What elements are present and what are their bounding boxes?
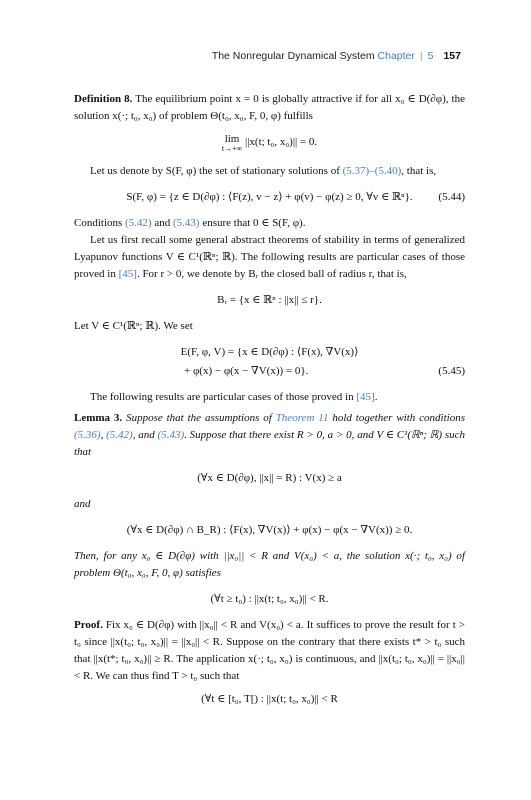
ref-5-42-b[interactable]: (5.42) [106, 429, 133, 441]
limit-expression: ||x(t; t₀, x₀)|| = 0. [245, 136, 318, 148]
limit-word: lim [224, 133, 240, 145]
equation-5-45-line1 [74, 344, 465, 361]
text-span: Let us first recall some general abstract theorems of stability in terms of generalized Lyapunov functions V ∈ C¹(ℝⁿ; ℝ). The following results are particular cases of those proved in [74, 234, 465, 280]
lemma-conclusion: Then, for any x₀ ∈ D(∂φ) with ||x₀|| < R and V(x₀) < a, the solution x(·; t₀, x₀) of problem Θ(t₀, x₀, F, 0, φ) satisfies [74, 550, 465, 579]
text-span: Let us denote by S(F, φ) the set of stationary solutions of [90, 165, 343, 177]
definition-label: Definition 8. [74, 93, 133, 105]
equation-ball-expr: Bᵣ = {x ∈ ℝⁿ : ||x|| ≤ r}. [217, 294, 322, 306]
text-span: hold together with conditions [328, 412, 466, 424]
equation-number-5-45: (5.45) [438, 365, 465, 377]
ref-5-42[interactable]: (5.42) [125, 217, 152, 229]
definition-text-2: D(∂φ), the solution x(·; t₀, x₀) of problem Θ(t₀, x₀, F, 0, φ) fulfills [74, 93, 465, 122]
equation-5-44 [74, 189, 465, 206]
proof-text: Fix x₀ ∈ D(∂φ) with ||x₀|| < R and V(x₀) < a. It suffices to prove the result for t > t₀ since ||x(t₀; t₀, x₀)|| = ||x₀|| < R. Suppose on the contrary that there exists t* > t₀ such that ||x(t*; t₀, x₀)|| ≥ R. The application x(·; t₀, x₀) is continuous, and ||x(t₀; t₀, x₀)|| = ||x₀|| < R. We can thus find T > t₀ such that [74, 619, 465, 682]
text-span: , that is, [401, 165, 437, 177]
text-span: . For r > 0, we denote by Bᵣ the closed ball of radius r, that is, [136, 268, 407, 280]
ref-45[interactable]: [45] [118, 268, 137, 280]
text-span: , [100, 429, 107, 441]
lemma-condition-1-expr: (∀x ∈ D(∂φ), ||x|| = R) : V(x) ≥ a [197, 472, 342, 484]
page-body [74, 91, 465, 717]
equation-ball [74, 292, 465, 309]
running-header [212, 50, 461, 62]
paragraph-results [74, 389, 465, 406]
ref-5-36[interactable]: (5.36) [74, 429, 101, 441]
limit-subscript: t→+∞ [221, 144, 243, 153]
ref-45-b[interactable]: [45] [356, 391, 375, 403]
paragraph-lyapunov [74, 232, 465, 283]
definition-text-1: The equilibrium point x = 0 is globally attractive if for all x₀ ∈ [135, 93, 416, 105]
equation-5-45-expr-2: + φ(x) − φ(x − ∇V(x)) = 0}. [184, 365, 309, 377]
text-span: The following results are particular cases of those proved in [90, 391, 357, 403]
lemma-condition-1 [74, 470, 465, 487]
lemma-result-expr: (∀t ≥ t₀) : ||x(t; t₀, x₀)|| < R. [210, 593, 329, 605]
lemma-condition-2 [74, 522, 465, 539]
header-separator: | [419, 50, 423, 62]
equation-5-45-line2 [74, 363, 465, 380]
limit-operator [222, 134, 242, 154]
proof-final-expr: (∀t ∈ [t₀, T[) : ||x(t; t₀, x₀)|| < R [201, 693, 338, 705]
limit-equation [74, 134, 465, 154]
text-span: Let V ∈ C¹(ℝⁿ; ℝ). We set [74, 320, 193, 332]
and-word: and [74, 498, 91, 510]
proof-label: Proof. [74, 619, 103, 631]
text-span: Suppose that the assumptions of [126, 412, 276, 424]
proof [74, 617, 465, 685]
lemma-label: Lemma 3. [74, 412, 123, 424]
equation-5-44-expr: S(F, φ) = {z ∈ D(∂φ) : ⟨F(z), v − z⟩ + φ(v) − φ(z) ≥ 0, ∀v ∈ ℝⁿ}. [126, 191, 413, 203]
lemma-3 [74, 410, 465, 461]
paragraph-conditions [74, 215, 465, 232]
ref-5-37-5-40[interactable]: (5.37)–(5.40) [342, 165, 402, 177]
chapter-number: 5 [427, 50, 434, 62]
text-span: ensure that 0 ∈ S(F, φ). [199, 217, 306, 229]
paragraph-set-v [74, 318, 465, 335]
text-span: and [151, 217, 174, 229]
text-span: . [374, 391, 378, 403]
lemma-result [74, 591, 465, 608]
text-span: . Suppose that there exist R > 0, a > 0, and V ∈ C¹(ℝⁿ; ℝ) such that [74, 429, 466, 458]
page-number: 157 [443, 50, 461, 62]
definition-8 [74, 91, 465, 125]
running-title: The Nonregular Dynamical System [211, 50, 375, 62]
ref-5-43-b[interactable]: (5.43) [157, 429, 185, 441]
chapter-label: Chapter [377, 50, 415, 62]
proof-final-equation [74, 691, 465, 708]
equation-number-5-44: (5.44) [438, 191, 465, 203]
ref-5-43[interactable]: (5.43) [173, 217, 200, 229]
paragraph-stationary [74, 163, 465, 180]
text-span: , and [132, 429, 158, 441]
lemma-condition-2-expr: (∀x ∈ D(∂φ) ∩ B_R) : ⟨F(x), ∇V(x)⟩ + φ(x) − φ(x − ∇V(x)) ≥ 0. [126, 524, 413, 536]
equation-5-45-expr-1: E(F, φ, V) = {x ∈ D(∂φ) : ⟨F(x), ∇V(x)⟩ [180, 346, 359, 358]
ref-theorem-11[interactable]: Theorem 11 [275, 412, 329, 424]
text-span: Conditions [74, 217, 126, 229]
